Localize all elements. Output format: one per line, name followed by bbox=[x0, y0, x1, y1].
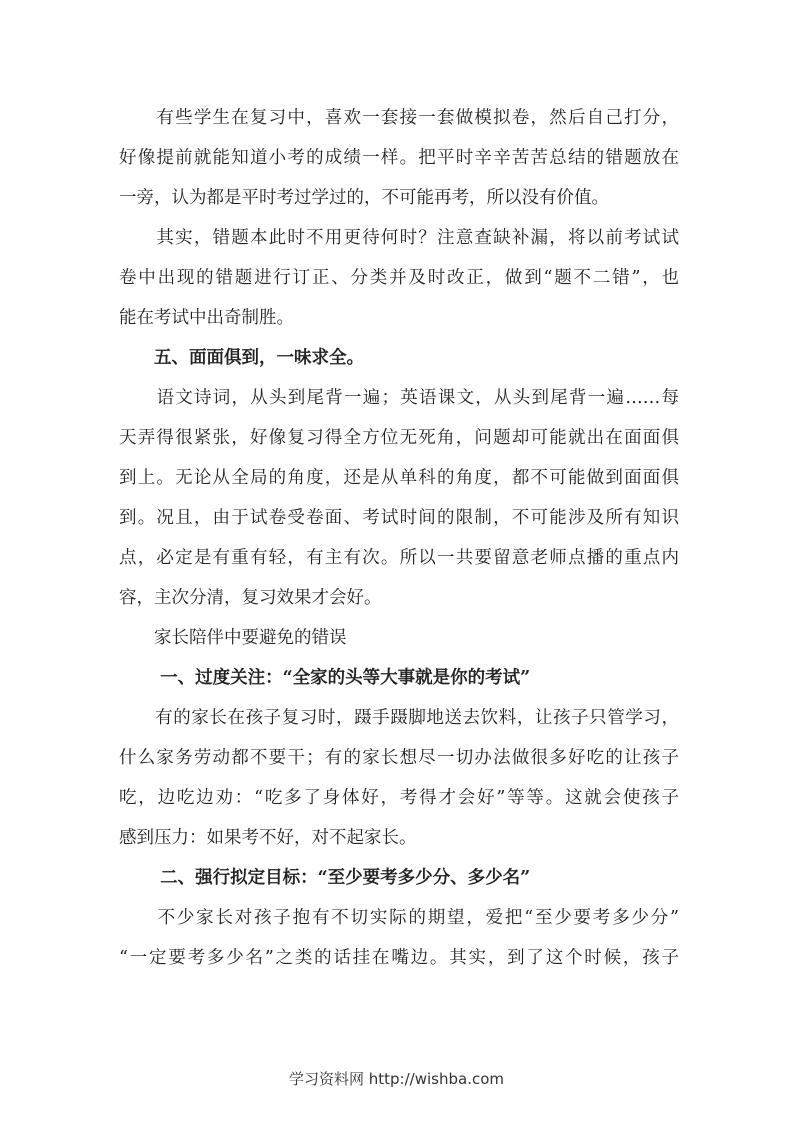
section-heading: 五、面面俱到，一味求全。 bbox=[119, 348, 364, 368]
paragraph-line: 吃，边吃边劝：“吃多了身体好，考得才会好”等等。这就会使孩子 bbox=[119, 788, 679, 808]
paragraph-line: 好像提前就能知道小考的成绩一样。把平时辛辛苦苦总结的错题放在 bbox=[119, 148, 679, 168]
paragraph-line: 一旁，认为都是平时考过学过的，不可能再考，所以没有价值。 bbox=[119, 188, 609, 208]
paragraph-line: 容，主次分清，复习效果才会好。 bbox=[119, 588, 382, 608]
paragraph-line: 其实，错题本此时不用更待何时？注意查缺补漏，将以前考试试 bbox=[119, 228, 679, 248]
paragraph-line: “一定要考多少名”之类的话挂在嘴边。其实，到了这个时候，孩子 bbox=[119, 948, 679, 968]
paragraph-line: 能在考试中出奇制胜。 bbox=[119, 308, 294, 328]
paragraph-line: 有的家长在孩子复习时，蹑手蹑脚地送去饮料，让孩子只管学习， bbox=[119, 708, 679, 728]
paragraph-line: 到上。无论从全局的角度，还是从单科的角度，都不可能做到面面俱 bbox=[119, 468, 679, 488]
section-heading: 二、强行拟定目标：“至少要考多少分、多少名” bbox=[119, 868, 531, 888]
section-heading: 一、过度关注：“全家的头等大事就是你的考试” bbox=[119, 668, 531, 688]
paragraph-line: 语文诗词，从头到尾背一遍；英语课文，从头到尾背一遍……每 bbox=[119, 388, 679, 408]
paragraph-line: 感到压力：如果考不好，对不起家长。 bbox=[119, 828, 417, 848]
paragraph-line: 什么家务劳动都不要干；有的家长想尽一切办法做很多好吃的让孩子 bbox=[119, 748, 679, 768]
paragraph-line: 不少家长对孩子抱有不切实际的期望，爱把“至少要考多少分” bbox=[119, 908, 679, 928]
paragraph-line: 卷中出现的错题进行订正、分类并及时改正，做到“题不二错”，也 bbox=[119, 268, 679, 288]
subtitle-line: 家长陪伴中要避免的错误 bbox=[119, 628, 347, 648]
paragraph-line: 天弄得很紧张，好像复习得全方位无死角，问题却可能就出在面面俱 bbox=[119, 428, 679, 448]
paragraph-line: 到。况且，由于试卷受卷面、考试时间的限制，不可能涉及所有知识 bbox=[119, 508, 679, 528]
paragraph-line: 有些学生在复习中，喜欢一套接一套做模拟卷，然后自己打分， bbox=[119, 108, 679, 128]
page-footer: 学习资料网 http://wishba.com bbox=[289, 1070, 504, 1088]
paragraph-line: 点，必定是有重有轻，有主有次。所以一共要留意老师点播的重点内 bbox=[119, 548, 679, 568]
